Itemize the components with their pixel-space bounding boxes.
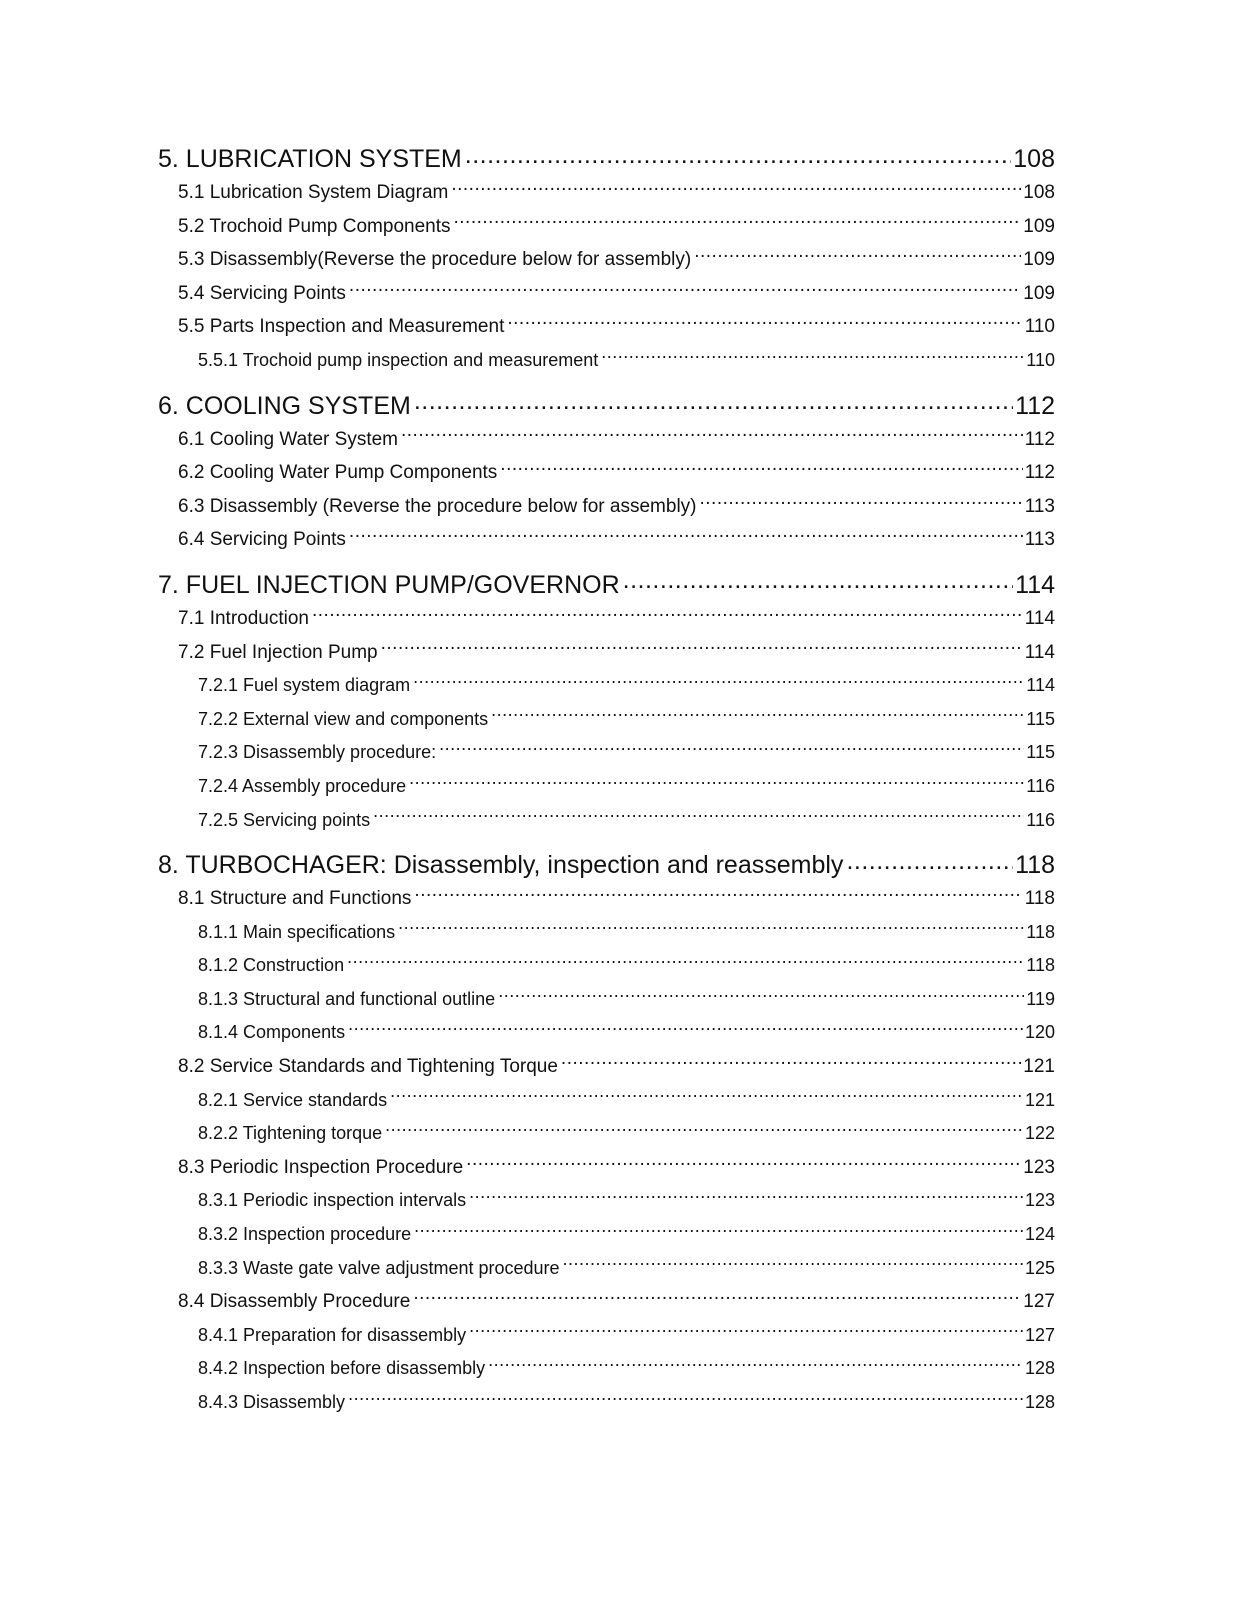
toc-entry-page-number: 119 [1026, 988, 1055, 1009]
dot-leader [491, 707, 1024, 725]
toc-entry-title: 7.1 Introduction [178, 607, 309, 629]
toc-entry-page-number: 118 [1024, 888, 1055, 910]
toc-subsection-entry[interactable] [158, 949, 1055, 983]
toc-entry-page-number: 112 [1015, 391, 1055, 420]
toc-entry-page-number: 115 [1026, 742, 1055, 763]
toc-entry-title: 5.5 Parts Inspection and Measurement [178, 316, 505, 338]
toc-section-entry[interactable] [158, 1285, 1055, 1319]
toc-entry-title: 8.4.3 Disassembly [198, 1392, 346, 1412]
toc-entry-page-number: 128 [1024, 1358, 1055, 1379]
toc-section-entry[interactable] [158, 310, 1055, 344]
toc-entry-title: 8.4.2 Inspection before disassembly [198, 1358, 486, 1379]
dot-leader [488, 1356, 1023, 1374]
toc-entry-page-number: 108 [1023, 182, 1055, 203]
toc-subsection-entry[interactable] [158, 669, 1055, 703]
toc-entry-title: 8.3 Periodic Inspection Procedure [178, 1156, 464, 1178]
dot-leader [349, 280, 1021, 299]
dot-leader [500, 459, 1022, 478]
toc-entry-title: 8.1.1 Main specifications [198, 921, 396, 942]
toc-entry-title: 6.1 Cooling Water System [178, 428, 398, 450]
toc-entry-page-number: 114 [1026, 675, 1055, 696]
toc-entry-title: 8.1.2 Construction [198, 955, 345, 976]
toc-entry-page-number: 109 [1023, 282, 1055, 304]
table-of-contents [158, 142, 1055, 1420]
dot-leader [347, 953, 1024, 971]
toc-entry-title: 8.1.4 Components [198, 1022, 346, 1043]
toc-entry-title: 8.2 Service Standards and Tightening Torque [178, 1056, 558, 1078]
toc-entry-title: 5.5.1 Trochoid pump inspection and measurement [198, 349, 599, 370]
toc-subsection-entry[interactable] [158, 1218, 1055, 1252]
toc-entry-title: 7.2.2 External view and components [198, 708, 489, 729]
dot-leader [414, 1222, 1023, 1240]
toc-entry-title: 5.3 Disassembly(Reverse the procedure below for assembly) [178, 249, 692, 271]
toc-entry-title: 7.2 Fuel Injection Pump [178, 641, 378, 663]
dot-leader [348, 1390, 1023, 1408]
toc-entry-page-number: 121 [1023, 1056, 1055, 1078]
dot-leader [561, 1053, 1021, 1072]
dot-leader [373, 808, 1024, 826]
toc-section-entry[interactable] [158, 882, 1055, 916]
dot-leader [601, 348, 1024, 366]
toc-entry-page-number: 121 [1024, 1089, 1055, 1110]
toc-entry-page-number: 116 [1026, 775, 1055, 796]
toc-chapter-entry[interactable] [158, 389, 1055, 423]
toc-entry-title: 8.3.3 Waste gate valve adjustment procedure [198, 1257, 560, 1278]
dot-leader [385, 1121, 1023, 1139]
toc-entry-title: 7.2.5 Servicing points [198, 809, 371, 830]
toc-subsection-entry[interactable] [158, 736, 1055, 770]
dot-leader [466, 1154, 1021, 1173]
toc-entry-page-number: 123 [1024, 1190, 1055, 1211]
toc-entry-page-number: 127 [1023, 1291, 1055, 1313]
toc-entry-page-number: 128 [1024, 1392, 1055, 1412]
toc-entry-title: 8.4 Disassembly Procedure [178, 1291, 411, 1313]
toc-entry-page-number: 113 [1024, 529, 1055, 551]
dot-leader [469, 1188, 1023, 1206]
toc-entry-page-number: 116 [1026, 809, 1055, 830]
dot-leader [469, 1323, 1023, 1341]
dot-leader [498, 987, 1024, 1005]
toc-entry-title: 7. FUEL INJECTION PUMP/GOVERNOR [158, 570, 620, 599]
toc-subsection-entry[interactable] [158, 770, 1055, 804]
toc-subsection-entry[interactable] [158, 1319, 1055, 1353]
toc-entry-title: 5. LUBRICATION SYSTEM [158, 145, 462, 173]
toc-subsection-entry[interactable] [158, 804, 1055, 838]
toc-entry-title: 6. COOLING SYSTEM [158, 391, 411, 420]
toc-subsection-entry[interactable] [158, 1117, 1055, 1151]
toc-section-entry[interactable] [158, 210, 1055, 244]
dot-leader [454, 213, 1022, 232]
toc-entry-title: 6.2 Cooling Water Pump Components [178, 462, 498, 484]
toc-entry-page-number: 123 [1023, 1156, 1055, 1178]
dot-leader [409, 774, 1024, 792]
toc-section-entry[interactable] [158, 277, 1055, 311]
toc-subsection-entry[interactable] [158, 1016, 1055, 1050]
toc-subsection-entry[interactable] [158, 983, 1055, 1017]
toc-section-entry[interactable] [158, 490, 1055, 524]
toc-section-entry[interactable] [158, 176, 1055, 210]
dot-leader [700, 493, 1023, 512]
dot-leader [563, 1256, 1023, 1274]
dot-leader [413, 1288, 1021, 1307]
dot-leader [623, 568, 1014, 593]
toc-entry-page-number: 114 [1024, 641, 1055, 663]
toc-section-entry[interactable] [158, 423, 1055, 457]
toc-section-entry[interactable] [158, 243, 1055, 277]
toc-entry-title: 8.4.1 Preparation for disassembly [198, 1324, 467, 1345]
toc-entry-title: 6.4 Servicing Points [178, 529, 346, 551]
toc-section-entry[interactable] [158, 523, 1055, 557]
dot-leader [398, 920, 1024, 938]
toc-entry-title: 8.3.1 Periodic inspection intervals [198, 1190, 467, 1211]
toc-entry-title: 8. TURBOCHAGER: Disassembly, inspection and reassembly [158, 851, 844, 880]
toc-subsection-entry[interactable] [158, 1084, 1055, 1118]
toc-entry-page-number: 112 [1024, 428, 1055, 450]
toc-entry-page-number: 118 [1015, 851, 1055, 880]
toc-entry-title: 8.1.3 Structural and functional outline [198, 988, 496, 1009]
toc-section-entry[interactable] [158, 636, 1055, 670]
toc-subsection-entry[interactable] [158, 344, 1055, 378]
toc-entry-page-number: 127 [1024, 1324, 1055, 1345]
dot-leader [439, 740, 1024, 758]
dot-leader [465, 142, 1012, 167]
toc-subsection-entry[interactable] [158, 1184, 1055, 1218]
toc-entry-page-number: 124 [1024, 1224, 1055, 1245]
dot-leader [414, 389, 1013, 414]
dot-leader [349, 526, 1023, 545]
dot-leader [414, 885, 1022, 904]
toc-entry-title: 8.2.1 Service standards [198, 1089, 388, 1110]
toc-section-entry[interactable] [158, 1151, 1055, 1185]
dot-leader [694, 246, 1021, 265]
toc-chapter-entry[interactable] [158, 142, 1055, 176]
toc-entry-title: 7.2.1 Fuel system diagram [198, 675, 411, 696]
dot-leader [312, 605, 1023, 624]
toc-entry-title: 7.2.3 Disassembly procedure: [198, 742, 437, 763]
dot-leader [507, 313, 1022, 332]
dot-leader [390, 1088, 1023, 1106]
toc-section-entry[interactable] [158, 456, 1055, 490]
toc-entry-page-number: 114 [1015, 570, 1055, 599]
toc-entry-title: 6.3 Disassembly (Reverse the procedure below for assembly) [178, 495, 697, 517]
toc-subsection-entry[interactable] [158, 1386, 1055, 1420]
dot-leader [348, 1020, 1023, 1038]
toc-section-entry[interactable] [158, 602, 1055, 636]
toc-entry-page-number: 109 [1023, 249, 1055, 271]
toc-entry-title: 8.2.2 Tightening torque [198, 1123, 383, 1144]
toc-entry-page-number: 122 [1024, 1123, 1055, 1144]
toc-entry-title: 5.2 Trochoid Pump Components [178, 215, 451, 237]
toc-entry-page-number: 115 [1026, 708, 1055, 729]
toc-entry-page-number: 112 [1024, 462, 1055, 484]
toc-entry-page-number: 110 [1024, 316, 1055, 338]
toc-entry-page-number: 109 [1023, 215, 1055, 237]
toc-subsection-entry[interactable] [158, 916, 1055, 950]
toc-subsection-entry[interactable] [158, 1352, 1055, 1386]
dot-leader [846, 848, 1013, 873]
toc-entry-title: 8.1 Structure and Functions [178, 888, 412, 910]
toc-subsection-entry[interactable] [158, 703, 1055, 737]
toc-subsection-entry[interactable] [158, 1252, 1055, 1286]
toc-entry-title: 5.1 Lubrication System Diagram [178, 182, 449, 203]
toc-chapter-entry[interactable] [158, 568, 1055, 602]
dot-leader [381, 639, 1023, 658]
dot-leader [401, 426, 1023, 445]
toc-entry-page-number: 110 [1026, 349, 1055, 370]
toc-entry-page-number: 114 [1024, 607, 1055, 629]
toc-chapter-entry[interactable] [158, 848, 1055, 882]
dot-leader [451, 179, 1021, 198]
toc-entry-title: 8.3.2 Inspection procedure [198, 1224, 412, 1245]
toc-entry-page-number: 108 [1013, 145, 1055, 173]
toc-entry-page-number: 118 [1026, 955, 1055, 976]
toc-entry-page-number: 125 [1024, 1257, 1055, 1278]
toc-entry-page-number: 120 [1024, 1022, 1055, 1043]
toc-entry-title: 5.4 Servicing Points [178, 282, 346, 304]
toc-entry-title: 7.2.4 Assembly procedure [198, 775, 407, 796]
dot-leader [413, 673, 1024, 691]
toc-entry-page-number: 113 [1024, 495, 1055, 517]
toc-entry-page-number: 118 [1026, 921, 1055, 942]
toc-section-entry[interactable] [158, 1050, 1055, 1084]
